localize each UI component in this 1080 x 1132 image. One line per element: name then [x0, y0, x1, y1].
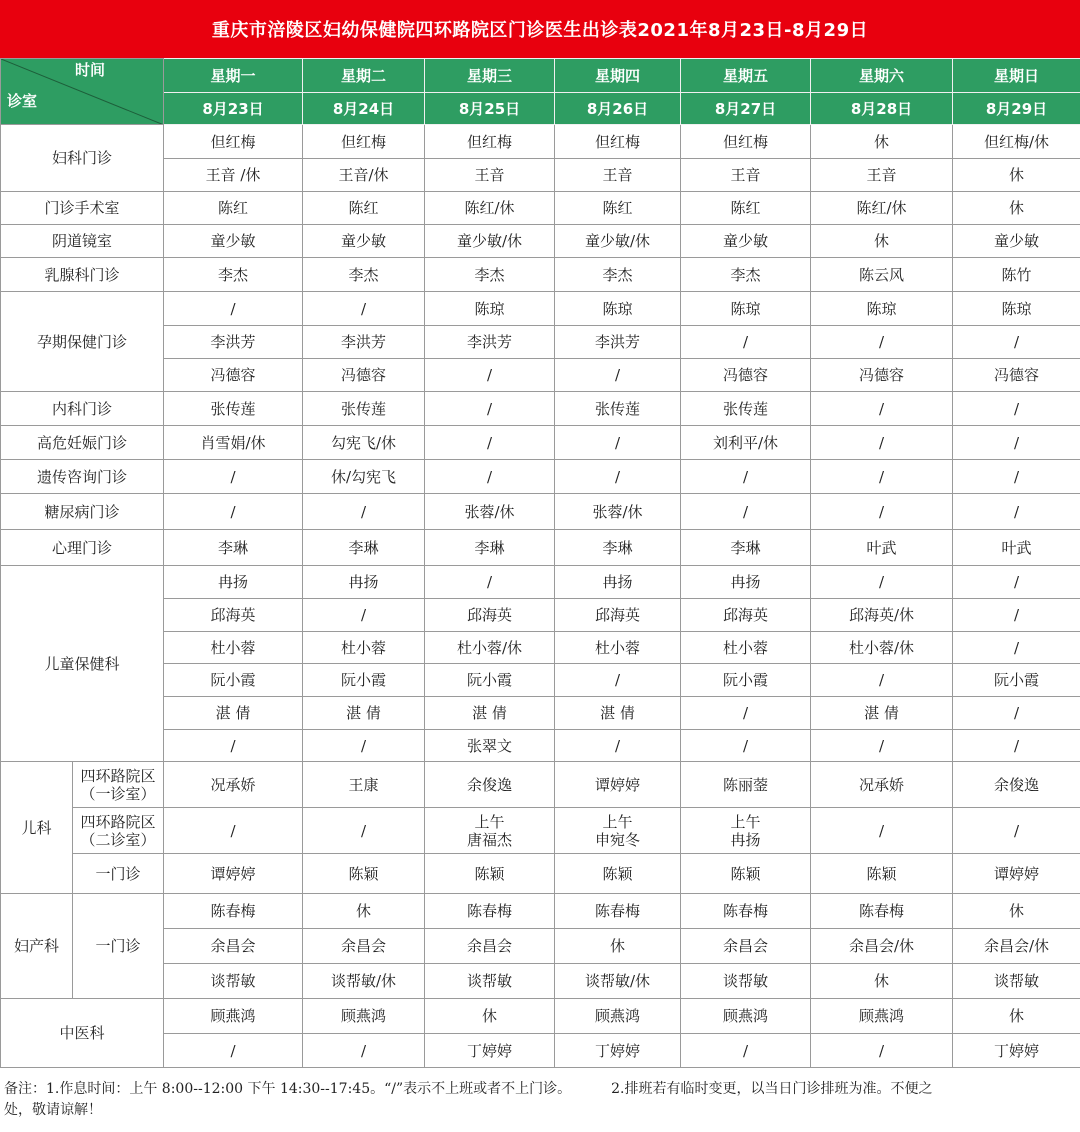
schedule-cell: /	[303, 494, 425, 530]
schedule-cell: /	[681, 697, 811, 730]
schedule-cell: 冯德容	[303, 359, 425, 392]
table-row	[1, 566, 1080, 599]
schedule-cell: /	[164, 460, 303, 494]
schedule-cell: 丁婷婷	[953, 1034, 1080, 1068]
clinic-label-line: 四环路院区	[80, 766, 156, 785]
schedule-cell: 陈琼	[953, 292, 1080, 326]
schedule-cell: 肖雪娟/休	[164, 426, 303, 460]
schedule-cell: 童少敏/休	[425, 225, 555, 258]
schedule-cell: 谈帮敏	[681, 964, 811, 999]
cell-line: /	[878, 821, 885, 840]
date-header: 8月27日	[681, 93, 811, 125]
schedule-cell: 张传莲	[164, 392, 303, 426]
schedule-cell: 李洪芳	[555, 326, 681, 359]
schedule-cell: 陈颖	[303, 854, 425, 894]
schedule-cell: 谈帮敏/休	[555, 964, 681, 999]
schedule-cell: /	[811, 566, 953, 599]
schedule-cell: 湛 倩	[164, 697, 303, 730]
department-label: 内科门诊	[1, 392, 164, 426]
schedule-cell: /	[555, 664, 681, 697]
schedule-cell: 杜小蓉/休	[425, 632, 555, 664]
schedule-cell: 童少敏	[681, 225, 811, 258]
table-row	[1, 225, 1080, 258]
schedule-cell: 李杰	[164, 258, 303, 292]
schedule-cell: 但红梅	[555, 125, 681, 159]
schedule-cell: 休	[425, 999, 555, 1034]
weekday-header: 星期三	[425, 59, 555, 93]
schedule-cell: 陈红/休	[425, 192, 555, 225]
department-label: 妇科门诊	[1, 125, 164, 192]
schedule-cell: /	[303, 1034, 425, 1068]
department-label: 妇产科	[1, 894, 73, 999]
schedule-cell: 谭婷婷	[953, 854, 1080, 894]
schedule-cell: 冯德容	[681, 359, 811, 392]
schedule-cell: 余昌会	[164, 929, 303, 964]
schedule-cell: 湛 倩	[555, 697, 681, 730]
weekday-header: 星期一	[164, 59, 303, 93]
schedule-cell: /	[555, 426, 681, 460]
schedule-cell: /	[953, 566, 1080, 599]
schedule-cell: /	[425, 426, 555, 460]
schedule-cell: 陈红	[681, 192, 811, 225]
department-label: 儿童保健科	[1, 566, 164, 762]
schedule-cell: /	[953, 730, 1080, 762]
schedule-cell: 李琳	[164, 530, 303, 566]
schedule-cell: 杜小蓉	[555, 632, 681, 664]
schedule-cell: 陈琼	[811, 292, 953, 326]
weekday-header: 星期五	[681, 59, 811, 93]
table-row	[1, 426, 1080, 460]
cell-line: 唐福杰	[466, 830, 512, 849]
clinic-label-line: 四环路院区	[80, 812, 156, 831]
schedule-cell: 阮小霞	[953, 664, 1080, 697]
cell-line: /	[230, 821, 236, 840]
schedule-cell: /	[681, 1034, 811, 1068]
schedule-cell: 张蓉/休	[555, 494, 681, 530]
schedule-cell: 张翠文	[425, 730, 555, 762]
schedule-cell: 阮小霞	[681, 664, 811, 697]
schedule-cell: 况承娇	[811, 762, 953, 808]
schedule-cell: 陈春梅	[555, 894, 681, 929]
schedule-cell: 湛 倩	[303, 697, 425, 730]
schedule-cell: 顾燕鸿	[303, 999, 425, 1034]
schedule-cell: 陈云风	[811, 258, 953, 292]
department-label: 遗传咨询门诊	[1, 460, 164, 494]
department-label: 糖尿病门诊	[1, 494, 164, 530]
schedule-cell: 冉扬	[681, 566, 811, 599]
page-title: 重庆市涪陵区妇幼保健院四环路院区门诊医生出诊表2021年8月23日-8月29日	[0, 0, 1080, 58]
department-label: 门诊手术室	[1, 192, 164, 225]
schedule-cell: 休	[953, 192, 1080, 225]
table-row	[1, 125, 1080, 159]
schedule-cell: 童少敏/休	[555, 225, 681, 258]
schedule-table	[0, 58, 1080, 1068]
schedule-cell: 邱海英	[681, 599, 811, 632]
schedule-cell: /	[811, 730, 953, 762]
schedule-cell: /	[811, 494, 953, 530]
schedule-cell: 童少敏	[164, 225, 303, 258]
schedule-cell: 陈春梅	[164, 894, 303, 929]
schedule-cell: /	[425, 566, 555, 599]
schedule-cell: 休	[303, 894, 425, 929]
department-label: 心理门诊	[1, 530, 164, 566]
schedule-cell: /	[164, 292, 303, 326]
schedule-cell: /	[555, 359, 681, 392]
schedule-cell: /	[681, 326, 811, 359]
schedule-cell: 阮小霞	[303, 664, 425, 697]
notes-line1: 备注：1.作息时间：上午 8:00--12:00 下午 14:30--17:45。“/”表示不上班或者不上门诊。	[4, 1081, 572, 1097]
schedule-cell: /	[811, 392, 953, 426]
schedule-cell: 休	[953, 159, 1080, 192]
schedule-cell	[681, 808, 811, 854]
schedule-cell	[555, 808, 681, 854]
table-row	[1, 808, 1080, 854]
schedule-cell: 叶武	[953, 530, 1080, 566]
schedule-cell	[164, 808, 303, 854]
schedule-cell: /	[681, 730, 811, 762]
schedule-cell: 谈帮敏/休	[303, 964, 425, 999]
schedule-cell: 余昌会/休	[811, 929, 953, 964]
schedule-cell: 陈琼	[425, 292, 555, 326]
department-label: 高危妊娠门诊	[1, 426, 164, 460]
table-row	[1, 854, 1080, 894]
schedule-cell: 余俊逸	[953, 762, 1080, 808]
schedule-cell: 休	[811, 964, 953, 999]
schedule-cell: /	[811, 326, 953, 359]
date-header: 8月25日	[425, 93, 555, 125]
schedule-cell: /	[681, 460, 811, 494]
corner-header	[1, 59, 164, 125]
schedule-cell: 谭婷婷	[555, 762, 681, 808]
schedule-cell: 顾燕鸿	[555, 999, 681, 1034]
schedule-cell: 况承娇	[164, 762, 303, 808]
schedule-cell: 张传莲	[681, 392, 811, 426]
schedule-cell: 冉扬	[555, 566, 681, 599]
schedule-cell: /	[953, 697, 1080, 730]
schedule-cell: 陈琼	[681, 292, 811, 326]
schedule-cell: 谈帮敏	[164, 964, 303, 999]
schedule-cell: 张蓉/休	[425, 494, 555, 530]
schedule-cell: 王康	[303, 762, 425, 808]
schedule-cell: /	[425, 359, 555, 392]
schedule-cell: 陈颖	[681, 854, 811, 894]
schedule-cell: 冉扬	[164, 566, 303, 599]
schedule-cell: 陈红	[303, 192, 425, 225]
schedule-cell: 邱海英	[555, 599, 681, 632]
schedule-cell: 但红梅	[303, 125, 425, 159]
schedule-cell: 勾宪飞/休	[303, 426, 425, 460]
schedule-cell: 但红梅/休	[953, 125, 1080, 159]
schedule-cell: 休	[811, 125, 953, 159]
schedule-cell: /	[681, 494, 811, 530]
department-label: 儿科	[1, 762, 73, 894]
schedule-cell: /	[811, 426, 953, 460]
schedule-cell: 李琳	[555, 530, 681, 566]
schedule-cell: 陈红	[555, 192, 681, 225]
schedule-cell: /	[555, 730, 681, 762]
schedule-cell: /	[953, 494, 1080, 530]
weekday-header: 星期二	[303, 59, 425, 93]
table-row	[1, 258, 1080, 292]
weekday-header: 星期六	[811, 59, 953, 93]
schedule-cell: 湛 倩	[811, 697, 953, 730]
date-header: 8月23日	[164, 93, 303, 125]
cell-line: 上午	[730, 812, 761, 831]
schedule-cell	[425, 808, 555, 854]
schedule-cell: /	[953, 460, 1080, 494]
schedule-cell: 余昌会	[303, 929, 425, 964]
schedule-cell: 余昌会	[425, 929, 555, 964]
schedule-cell: 王音 /休	[164, 159, 303, 192]
department-label: 阴道镜室	[1, 225, 164, 258]
schedule-cell: 陈红	[164, 192, 303, 225]
schedule-cell: 陈红/休	[811, 192, 953, 225]
notes	[4, 1079, 1078, 1121]
schedule-cell: 谈帮敏	[953, 964, 1080, 999]
schedule-cell: 陈丽蓥	[681, 762, 811, 808]
date-header: 8月26日	[555, 93, 681, 125]
schedule-cell: /	[425, 460, 555, 494]
notes-line2: 处，敬请谅解！	[4, 1102, 102, 1118]
schedule-cell: 陈竹	[953, 258, 1080, 292]
schedule-cell: 陈颖	[555, 854, 681, 894]
schedule-cell: 王音	[425, 159, 555, 192]
schedule-cell: 童少敏	[953, 225, 1080, 258]
schedule-cell: /	[953, 599, 1080, 632]
schedule-cell: 杜小蓉	[164, 632, 303, 664]
schedule-cell: 张传莲	[555, 392, 681, 426]
schedule-cell: 陈春梅	[811, 894, 953, 929]
schedule-cell: 顾燕鸿	[164, 999, 303, 1034]
schedule-cell: /	[303, 292, 425, 326]
schedule-cell: /	[555, 460, 681, 494]
schedule-cell: 邱海英	[425, 599, 555, 632]
schedule-cell: /	[953, 392, 1080, 426]
schedule-cell: 丁婷婷	[425, 1034, 555, 1068]
schedule-cell: /	[425, 392, 555, 426]
schedule-cell: 冯德容	[811, 359, 953, 392]
schedule-cell: 李洪芳	[164, 326, 303, 359]
weekday-header: 星期四	[555, 59, 681, 93]
table-row	[1, 192, 1080, 225]
schedule-cell: 李洪芳	[303, 326, 425, 359]
schedule-cell: /	[303, 730, 425, 762]
schedule-cell: 李杰	[303, 258, 425, 292]
date-header: 8月28日	[811, 93, 953, 125]
cell-line: 申宛冬	[594, 830, 640, 849]
schedule-cell: /	[811, 460, 953, 494]
clinic-label: 一门诊	[73, 854, 164, 894]
schedule-cell: 休	[811, 225, 953, 258]
schedule-cell: /	[953, 632, 1080, 664]
clinic-label: 一门诊	[73, 894, 164, 999]
schedule-cell: 叶武	[811, 530, 953, 566]
schedule-cell: 李洪芳	[425, 326, 555, 359]
schedule-cell: /	[811, 664, 953, 697]
schedule-cell	[953, 808, 1080, 854]
department-label: 孕期保健门诊	[1, 292, 164, 392]
table-row	[1, 894, 1080, 929]
department-label: 中医科	[1, 999, 164, 1068]
schedule-cell: 邱海英/休	[811, 599, 953, 632]
schedule-cell: /	[164, 494, 303, 530]
schedule-cell: 冉扬	[303, 566, 425, 599]
notes-line1-b: 2.排班若有临时变更，以当日门诊排班为准。不便之	[611, 1081, 933, 1097]
schedule-cell: 陈颖	[811, 854, 953, 894]
schedule-cell: 丁婷婷	[555, 1034, 681, 1068]
schedule-cell	[303, 808, 425, 854]
schedule-cell: 李琳	[425, 530, 555, 566]
schedule-cell: 李杰	[555, 258, 681, 292]
schedule-cell: 湛 倩	[425, 697, 555, 730]
schedule-cell: 余昌会/休	[953, 929, 1080, 964]
cell-line: /	[360, 821, 367, 840]
cell-line: 上午	[474, 812, 505, 831]
schedule-cell: 谈帮敏	[425, 964, 555, 999]
schedule-cell: /	[953, 326, 1080, 359]
table-row	[1, 494, 1080, 530]
schedule-cell: 李琳	[681, 530, 811, 566]
schedule-cell: /	[164, 730, 303, 762]
schedule-cell	[811, 808, 953, 854]
schedule-cell: 休	[953, 894, 1080, 929]
schedule-cell: 但红梅	[425, 125, 555, 159]
schedule-cell: 王音	[681, 159, 811, 192]
time-label: 时间	[75, 61, 106, 79]
schedule-cell: 李杰	[425, 258, 555, 292]
clinic-label	[73, 762, 164, 808]
schedule-cell: 顾燕鸿	[681, 999, 811, 1034]
department-label: 乳腺科门诊	[1, 258, 164, 292]
room-label: 诊室	[7, 92, 38, 110]
schedule-cell: 李琳	[303, 530, 425, 566]
schedule-cell: 童少敏	[303, 225, 425, 258]
table-row	[1, 292, 1080, 326]
cell-line: 上午	[602, 812, 633, 831]
schedule-cell: 阮小霞	[164, 664, 303, 697]
schedule-cell: 但红梅	[681, 125, 811, 159]
table-row	[1, 530, 1080, 566]
weekday-header: 星期日	[953, 59, 1080, 93]
schedule-cell: 陈春梅	[681, 894, 811, 929]
clinic-label-line: （二诊室）	[80, 830, 156, 849]
clinic-label	[73, 808, 164, 854]
schedule-cell: 休	[953, 999, 1080, 1034]
date-header: 8月24日	[303, 93, 425, 125]
schedule-cell: 杜小蓉/休	[811, 632, 953, 664]
schedule-cell: 邱海英	[164, 599, 303, 632]
schedule-cell: 陈春梅	[425, 894, 555, 929]
schedule-cell: 王音/休	[303, 159, 425, 192]
schedule-cell: 李杰	[681, 258, 811, 292]
table-row	[1, 762, 1080, 808]
schedule-cell: 陈琼	[555, 292, 681, 326]
table-row	[1, 392, 1080, 426]
schedule-cell: /	[303, 599, 425, 632]
schedule-cell: 余俊逸	[425, 762, 555, 808]
date-header: 8月29日	[953, 93, 1080, 125]
schedule-cell: 阮小霞	[425, 664, 555, 697]
schedule-cell: 冯德容	[953, 359, 1080, 392]
schedule-cell: /	[164, 1034, 303, 1068]
schedule-cell: 刘利平/休	[681, 426, 811, 460]
schedule-cell: 王音	[555, 159, 681, 192]
schedule-cell: 谭婷婷	[164, 854, 303, 894]
schedule-cell: /	[811, 1034, 953, 1068]
schedule-cell: 张传莲	[303, 392, 425, 426]
table-row	[1, 999, 1080, 1034]
schedule-cell: 顾燕鸿	[811, 999, 953, 1034]
schedule-cell: 杜小蓉	[681, 632, 811, 664]
schedule-cell: 休	[555, 929, 681, 964]
cell-line: 冉扬	[730, 830, 761, 849]
table-row	[1, 460, 1080, 494]
schedule-cell: 陈颖	[425, 854, 555, 894]
schedule-cell: 休/勾宪飞	[303, 460, 425, 494]
clinic-label-line: （一诊室）	[80, 784, 156, 803]
schedule-cell: /	[953, 426, 1080, 460]
schedule-cell: 余昌会	[681, 929, 811, 964]
table-row	[1, 59, 1080, 93]
schedule-cell: 但红梅	[164, 125, 303, 159]
cell-line: /	[1013, 821, 1020, 840]
schedule-cell: 冯德容	[164, 359, 303, 392]
schedule-cell: 王音	[811, 159, 953, 192]
schedule-cell: 杜小蓉	[303, 632, 425, 664]
